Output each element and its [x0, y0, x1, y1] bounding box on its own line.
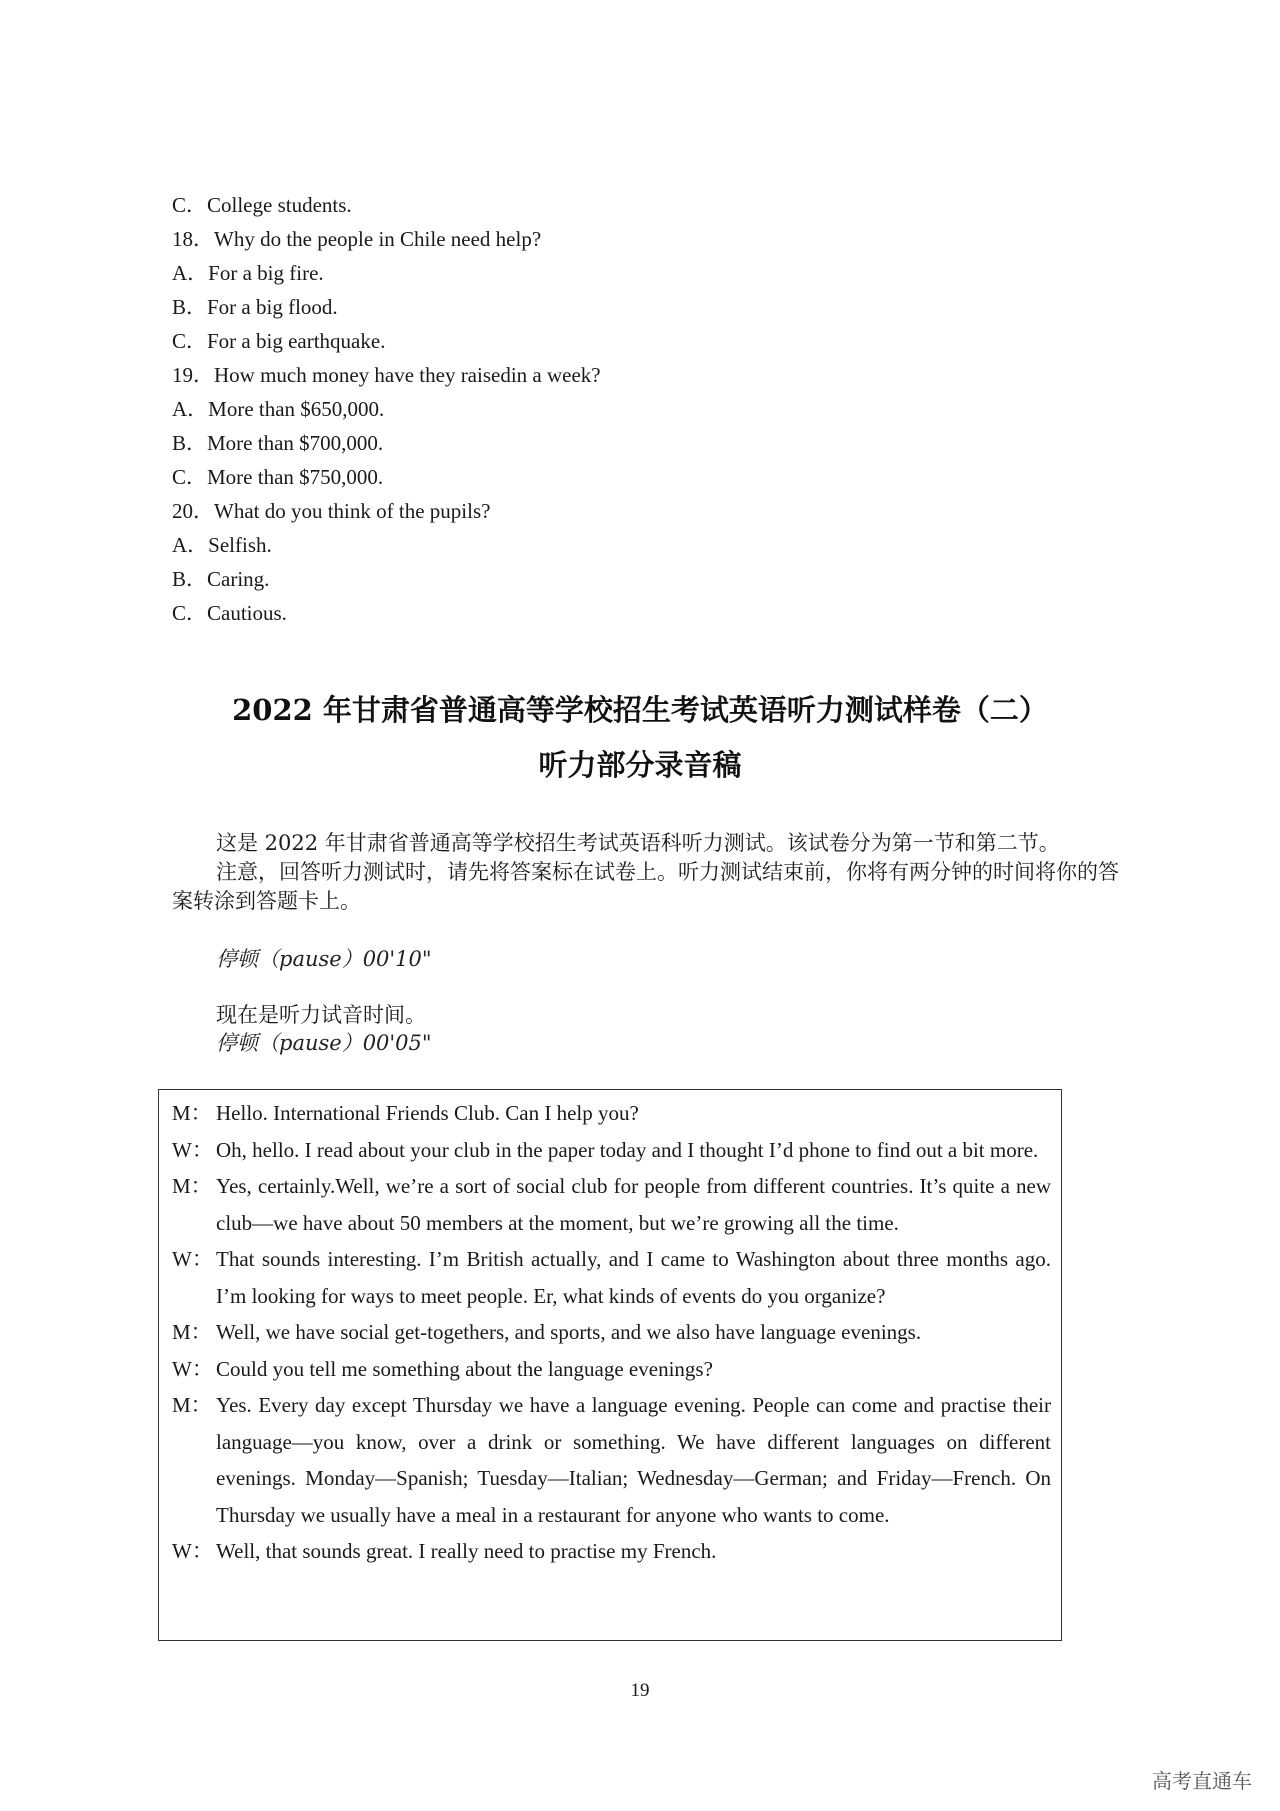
speaker-label: W：: [172, 1539, 213, 1563]
instruction-paragraph: 注意，回答听力测试时，请先将答案标在试卷上。听力测试结束前，你将有两分钟的时间将你的答案转涂到答题卡上。: [172, 860, 1119, 913]
intro-paragraph: 这是 2022 年甘肃省普通高等学校招生考试英语科听力测试。该试卷分为第一节和第二节。: [216, 831, 1060, 855]
trial-notice: 现在是听力试音时间。: [216, 1003, 426, 1027]
question-line: B．More than $700,000.: [172, 431, 384, 455]
question-line: A．More than $650,000.: [172, 397, 385, 421]
question-line: C．More than $750,000.: [172, 465, 384, 489]
dialogue-turn: [172, 1095, 1051, 1132]
dialogue-turn: [172, 1241, 1051, 1314]
question-line: C．For a big earthquake.: [172, 329, 386, 353]
speaker-label: M：: [172, 1393, 212, 1417]
question-line: C．College students.: [172, 193, 352, 217]
exam-title: 2022 年甘肃省普通高等学校招生考试英语听力测试样卷（二）: [232, 693, 1048, 727]
dialogue-text: Well, that sounds great. I really need to practise my French.: [216, 1539, 717, 1563]
question-line: A．For a big fire.: [172, 261, 324, 285]
pause-note: 停顿（pause）00'10": [216, 947, 432, 971]
dialogue-text: Could you tell me something about the language evenings?: [216, 1356, 713, 1381]
speaker-label: M：: [172, 1174, 212, 1198]
dialogue-turn: [172, 1351, 1051, 1388]
question-line: 19．How much money have they raisedin a week?: [172, 363, 601, 387]
question-line: B．Caring.: [172, 567, 270, 591]
watermark-text: 高考直通车: [1152, 1769, 1252, 1793]
dialogue-text: Well, we have social get-togethers, and sports, and we also have language evenings.: [216, 1320, 922, 1344]
dialogue-text: Oh, hello. I read about your club in the paper today and I thought I’d phone to find out a bit more.: [216, 1137, 1039, 1162]
question-line: C．Cautious.: [172, 601, 287, 625]
dialogue-turn: [172, 1387, 1051, 1533]
transcript-box: [158, 1089, 1062, 1641]
speaker-label: W：: [172, 1356, 213, 1381]
question-line: A．Selfish.: [172, 533, 272, 557]
speaker-label: M：: [172, 1320, 212, 1344]
speaker-label: W：: [172, 1247, 213, 1271]
question-list: [172, 188, 601, 630]
dialogue-text: That sounds interesting. I’m British actually, and I came to Washington about three months ago. I’m looking for ways to meet people. Er, what kinds of events do you organize?: [216, 1247, 1051, 1308]
dialogue-text: Yes, certainly.Well, we’re a sort of social club for people from different countries. It’s quite a new club—we have about 50 members at the moment, but we’re growing all the time.: [216, 1174, 1051, 1235]
dialogue-text: Yes. Every day except Thursday we have a language evening. People can come and practise their language—you know, over a drink or something. We have different languages on different evenings. Monday—Spanish; Tuesday—Italian; Wednesday—German; and Friday—French. On Thursday we usually have a meal in a restaurant for anyone who wants to come.: [216, 1393, 1051, 1527]
page-number: 19: [630, 1680, 650, 1701]
dialogue-turn: [172, 1132, 1051, 1169]
question-line: 20．What do you think of the pupils?: [172, 499, 491, 523]
section-title: 听力部分录音稿: [538, 748, 742, 782]
dialogue-turn: [172, 1314, 1051, 1351]
dialogue-text: Hello. International Friends Club. Can I help you?: [216, 1101, 639, 1125]
speaker-label: M：: [172, 1101, 212, 1125]
pause-note: 停顿（pause）00'05": [216, 1031, 432, 1055]
speaker-label: W：: [172, 1137, 213, 1162]
question-line: 18．Why do the people in Chile need help?: [172, 227, 542, 251]
question-line: B．For a big flood.: [172, 295, 338, 319]
dialogue-turn: [172, 1533, 1051, 1570]
dialogue-turn: [172, 1168, 1051, 1241]
